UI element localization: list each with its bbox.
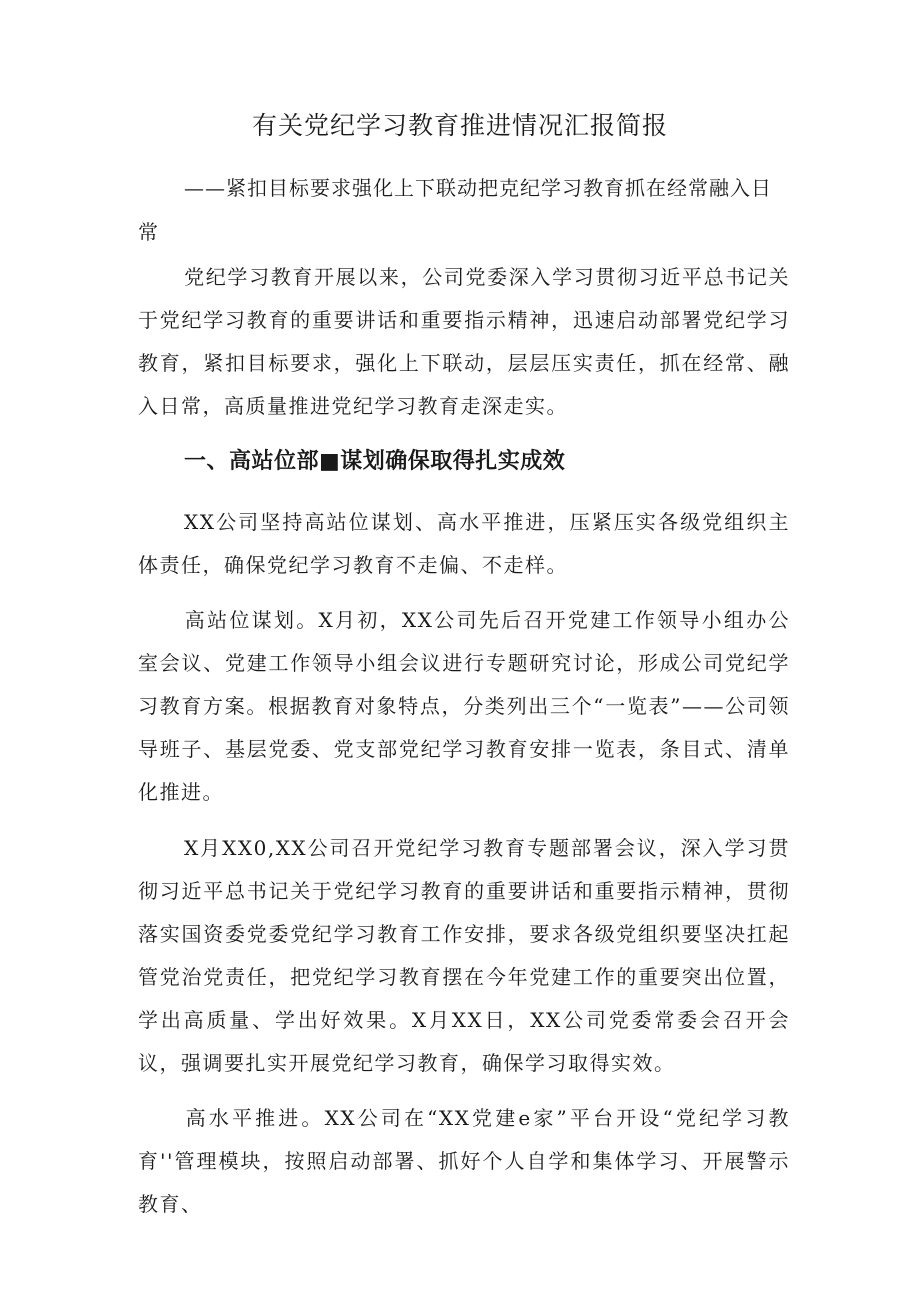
- body-paragraph-3: [138, 827, 790, 1085]
- body-paragraph-2: [138, 599, 790, 814]
- body-paragraph-text: XX公司坚持高站位谋划、高水平推进，压紧压实各级党组织主体责任，确保党纪学习教育不走偏、不走样。: [138, 510, 790, 577]
- intro-paragraph: [138, 256, 790, 428]
- body-paragraph-4: [138, 1097, 790, 1226]
- document-title: 有关党纪学习教育推进情况汇报简报: [251, 111, 668, 140]
- subtitle-text: ——紧扣目标要求强化上下联动把克纪学习教育抓在经常融入日常: [138, 176, 772, 244]
- intro-text: 党纪学习教育开展以来，公司党委深入学习贯彻习近平总书记关于党纪学习教育的重要讲话和重要指示精神，迅速启动部署党纪学习教育，紧扣目标要求，强化上下联动，层层压实责任，抓在经常、融入日常，高质量推进党纪学习教育走深走实。: [138, 265, 790, 418]
- section-heading-1: 一、高站位部■谋划确保取得扎实成效: [184, 449, 566, 474]
- document-subtitle: [138, 166, 788, 254]
- body-paragraph-text: 高站位谋划。X月初，XX公司先后召开党建工作领导小组办公室会议、党建工作领导小组会议进行专题研究讨论，形成公司党纪学习教育方案。根据教育对象特点，分类列出三个“一览表”——公司领导班子、基层党委、党支部党纪学习教育安排一览表，条目式、清单化推进。: [138, 608, 790, 804]
- body-paragraph-text: 高水平推进。XX公司在“XX党建e家”平台开设“党纪学习教育''管理模块，按照启动部署、抓好个人自学和集体学习、开展警示教育、: [138, 1106, 790, 1216]
- body-paragraph-1: [138, 501, 790, 587]
- body-paragraph-text: X月XX0,XX公司召开党纪学习教育专题部署会议，深入学习贯彻习近平总书记关于党纪学习教育的重要讲话和重要指示精神，贯彻落实国资委党委党纪学习教育工作安排，要求各级党组织要坚决扛起管党治党责任，把党纪学习教育摆在今年党建工作的重要突出位置，学出高质量、学出好效果。X月XX日，XX公司党委常委会召开会议，强调要扎实开展党纪学习教育，确保学习取得实效。: [138, 836, 790, 1075]
